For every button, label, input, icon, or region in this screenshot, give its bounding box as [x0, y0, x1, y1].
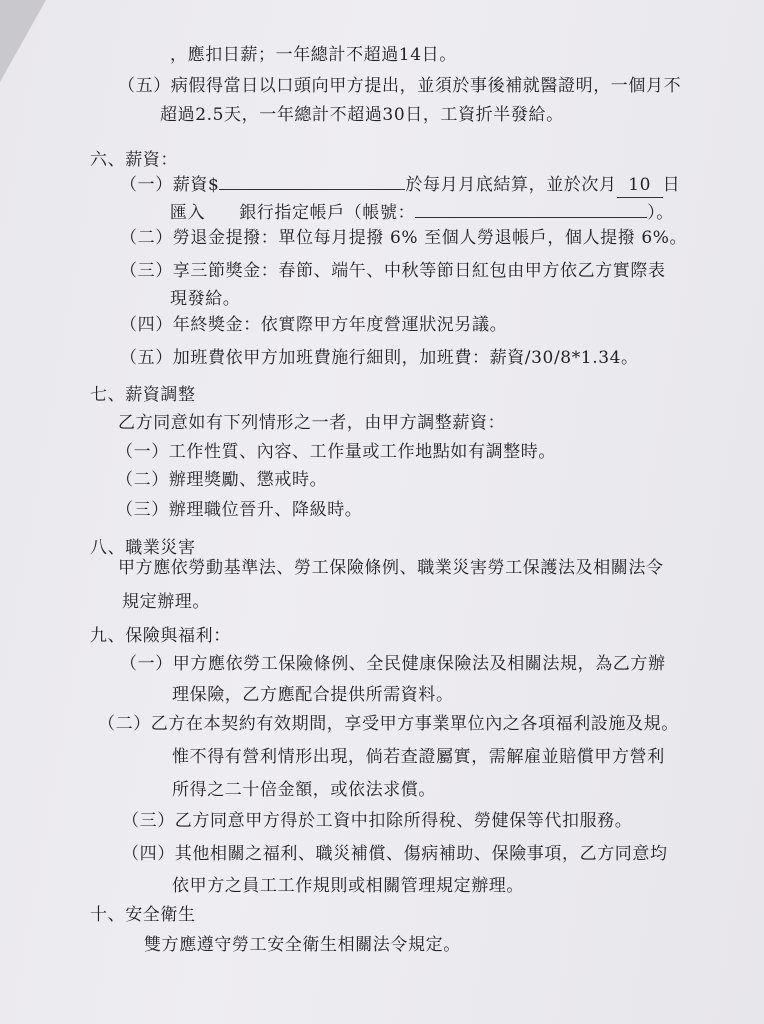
- text-line: 所得之二十倍金額，或依法求償。: [172, 780, 436, 800]
- text-line: （二）辦理獎勵、懲戒時。: [116, 470, 328, 490]
- page-corner-shadow: [0, 0, 46, 82]
- text-line: （五）病假得當日以口頭向甲方提出，並須於事後補就醫證明，一個月不: [118, 76, 682, 96]
- section-heading: 六、薪資：: [90, 150, 178, 170]
- section-heading: 八、職業災害: [90, 538, 196, 558]
- text-line: 依甲方之員工工作規則或相關管理規定辦理。: [172, 876, 524, 896]
- text-line: （一）甲方應依勞工保險條例、全民健康保險法及相關法規，為乙方辦: [120, 654, 666, 674]
- text-line: （二）勞退金提撥：單位每月提撥 6% 至個人勞退帳戶，個人提撥 6%。: [120, 228, 688, 248]
- text-line: 規定辦理。: [122, 592, 210, 612]
- salary-line: [120, 171, 680, 198]
- section-heading: 九、保險與福利：: [90, 626, 231, 646]
- account-close: ）。: [647, 203, 674, 223]
- text-line: （四）年終獎金：依實際甲方年度營運狀況另議。: [120, 315, 508, 335]
- salary-payment-text: 於每月月底結算，並於次月: [405, 175, 617, 195]
- text-line: （五）加班費依甲方加班費施行細則，加班費：薪資/30/8*1.34。: [120, 348, 639, 368]
- text-line: （三）辦理職位晉升、降級時。: [116, 500, 363, 520]
- text-line: （一）工作性質、內容、工作量或工作地點如有調整時。: [116, 442, 556, 462]
- salary-amount-blank: [219, 171, 405, 190]
- payment-day-unit: 日: [662, 175, 681, 195]
- text-line: （三）享三節獎金：春節、端午、中秋等節日紅包由甲方依乙方實際表: [120, 261, 666, 281]
- text-line: 雙方應遵守勞工安全衛生相關法令規定。: [144, 935, 461, 955]
- text-line: （三）乙方同意甲方得於工資中扣除所得稅、勞健保等代扣服務。: [122, 811, 633, 831]
- text-line: 乙方同意如有下列情形之一者，由甲方調整薪資：: [118, 413, 506, 433]
- salary-label: （一）薪資$: [120, 175, 220, 195]
- payment-day-value: 10: [617, 173, 663, 198]
- text-line: 超過2.5天，一年總計不超過30日，工資折半發給。: [160, 105, 564, 125]
- account-line: [170, 199, 674, 225]
- remit-label: 匯入: [170, 203, 206, 223]
- text-line: 現發給。: [170, 289, 241, 309]
- bank-account-label: 銀行指定帳戶（帳號：: [239, 203, 416, 223]
- section-heading: 十、安全衛生: [90, 905, 196, 925]
- text-line: 甲方應依勞動基準法、勞工保險條例、職業災害勞工保護法及相關法令: [118, 558, 664, 578]
- text-line: 惟不得有營利情形出現，倘若查證屬實，需解雇並賠償甲方營利: [172, 747, 665, 767]
- section-heading: 七、薪資調整: [90, 385, 196, 405]
- text-line: 理保險，乙方應配合提供所需資料。: [172, 685, 454, 705]
- text-line: （二）乙方在本契約有效期間，享受甲方事業單位內之各項福利設施及規。: [98, 714, 679, 734]
- text-line: ，應扣日薪；一年總計不超過14日。: [170, 45, 457, 65]
- text-line: （四）其他相關之福利、職災補償、傷病補助、保險事項，乙方同意均: [122, 844, 668, 864]
- account-number-blank: [415, 199, 647, 218]
